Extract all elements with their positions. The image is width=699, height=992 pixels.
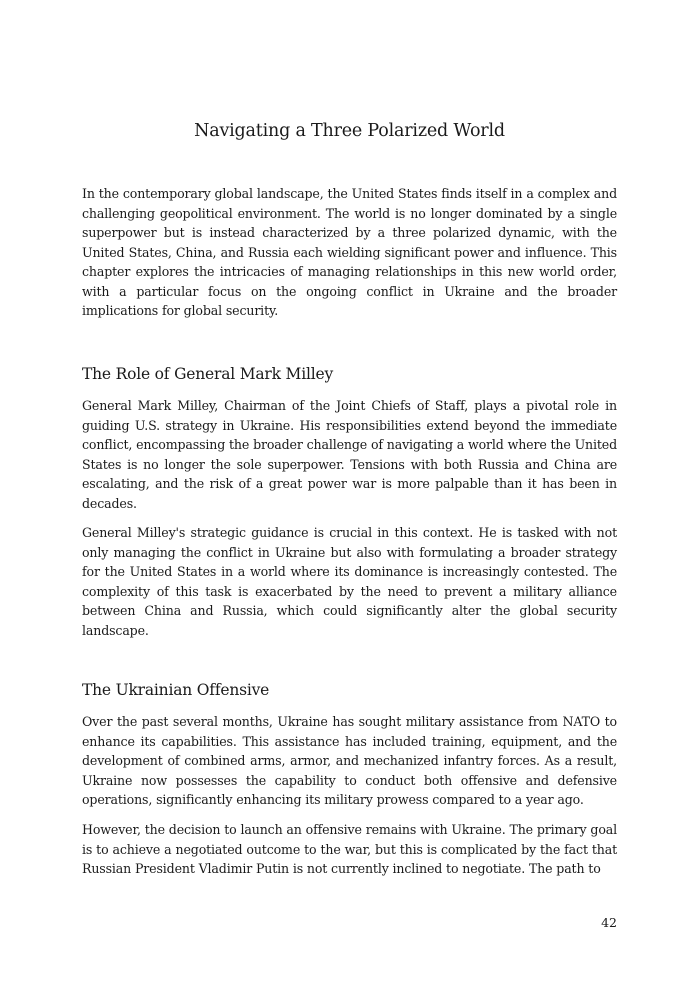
chapter-title: Navigating a Three Polarized World [194,121,505,141]
section-heading-milley: The Role of General Mark Milley [82,365,334,383]
section-heading-ukrainian-offensive: The Ukrainian Offensive [82,681,270,699]
offensive-paragraph-1: Over the past several months, Ukraine has sought military assistance from NATO to enhance its capabilities. This assistance has included training, equipment, and the development of combined arms, armor, and mechanized infantry forces. As a result, Ukraine now possesses the capability to conduct both offensive and defensive operations, significantly enhancing its military prowess compared to a year ago. [82,714,617,807]
intro-paragraph: In the contemporary global landscape, the United States finds itself in a complex and challenging geopolitical environment. The world is no longer dominated by a single superpower but is instead characterized by a three polarized dynamic, with the United States, China, and Russia each wielding significant power and influence. This chapter explores the intricacies of managing relationships in this new world order, with a particular focus on the ongoing conflict in Ukraine and the broader implications for global security. [82,186,617,318]
page-number: 42 [601,915,617,930]
milley-paragraph-1: General Mark Milley, Chairman of the Joint Chiefs of Staff, plays a pivotal role in guiding U.S. strategy in Ukraine. His responsibilities extend beyond the immediate conflict, encompassing the broader challenge of navigating a world where the United States is no longer the sole superpower. Tensions with both Russia and China are escalating, and the risk of a great power war is more palpable than it has been in decades. [82,398,617,511]
offensive-paragraph-2: However, the decision to launch an offensive remains with Ukraine. The primary goal is to achieve a negotiated outcome to the war, but this is complicated by the fact that Russian President Vladimir Putin is not currently inclined to negotiate. The path to [82,822,617,876]
milley-paragraph-2: General Milley's strategic guidance is crucial in this context. He is tasked with not only managing the conflict in Ukraine but also with formulating a broader strategy for the United States in a world where its dominance is increasingly contested. The complexity of this task is exacerbated by the need to prevent a military alliance between China and Russia, which could significantly alter the global security landscape. [82,525,617,638]
